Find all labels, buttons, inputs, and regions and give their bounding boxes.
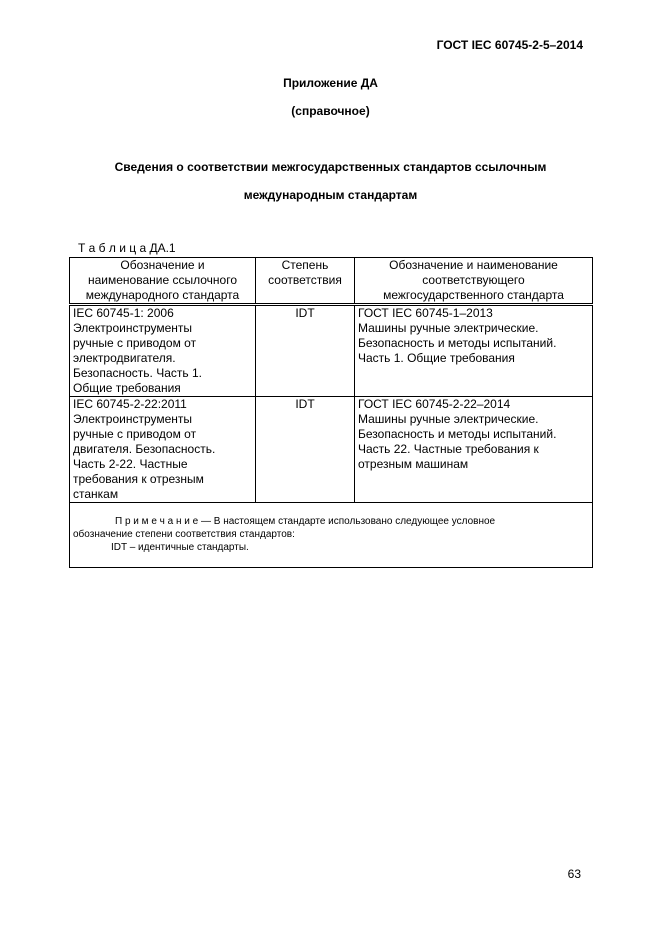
table-row [70, 397, 593, 503]
table-row [70, 305, 593, 397]
table-note [70, 503, 593, 568]
cell-line: IEC 60745-1: 2006 [73, 306, 174, 320]
cell-line: двигателя. Безопасность. [73, 442, 216, 456]
cell-line: отрезным машинам [358, 457, 469, 471]
cell-line: IEC 60745-2-22:2011 [73, 397, 187, 411]
cell-line: ГОСТ IEC 60745-2-22–2014 [358, 397, 511, 411]
cell-line: Машины ручные электрические. [358, 321, 539, 335]
annex-subtitle: (справочное) [291, 104, 370, 118]
page-number: 63 [567, 867, 581, 881]
cell-line: электродвигателя. [73, 351, 176, 365]
cell-line: станкам [73, 487, 119, 501]
cell-line: Электроинструменты [73, 412, 193, 426]
degree-cell [256, 397, 355, 503]
table-caption: Т а б л и ц а ДА.1 [78, 241, 176, 255]
degree-cell [256, 305, 355, 397]
cell-line: ручные с приводом от [73, 336, 197, 350]
header-line: Обозначение и наименование [389, 258, 558, 272]
interstate-standard-cell [355, 397, 593, 503]
cell-line: IDT [295, 306, 315, 320]
header-reference-standard [70, 258, 256, 305]
table-header-row [70, 258, 593, 305]
cell-line: требования к отрезным [73, 472, 204, 486]
interstate-standard-cell [355, 305, 593, 397]
header-line: Обозначение и [120, 258, 205, 272]
cell-line: Безопасность и методы испытаний. [358, 336, 557, 350]
table-note-row [70, 503, 593, 568]
document-code: ГОСТ IEC 60745-2-5–2014 [436, 38, 583, 52]
header-line: межгосударственного стандарта [383, 288, 564, 302]
cell-line: Электроинструменты [73, 321, 193, 335]
cell-line: Машины ручные электрические. [358, 412, 539, 426]
note-line: IDT – идентичные стандарты. [111, 542, 249, 553]
header-line: соответствующего [422, 273, 525, 287]
annex-title: Приложение ДА [283, 76, 378, 90]
reference-standard-cell [70, 305, 256, 397]
reference-standard-cell [70, 397, 256, 503]
header-interstate-standard [355, 258, 593, 305]
cell-line: Безопасность. Часть 1. [73, 366, 202, 380]
cell-line: Безопасность и методы испытаний. [358, 427, 557, 441]
header-line: соответствия [268, 273, 342, 287]
correspondence-table [69, 257, 593, 568]
header-line: наименование ссылочного [88, 273, 237, 287]
cell-line: Часть 1. Общие требования [358, 351, 515, 365]
note-line: П р и м е ч а н и е — В настоящем стандарте использовано следующее условное [115, 516, 496, 527]
header-degree [256, 258, 355, 305]
cell-line: Часть 22. Частные требования к [358, 442, 539, 456]
cell-line: Общие требования [73, 381, 181, 395]
cell-line: ГОСТ IEC 60745-1–2013 [358, 306, 493, 320]
note-line: обозначение степени соответствия стандартов: [73, 529, 295, 540]
header-line: Степень [281, 258, 329, 272]
section-title-line-1: Сведения о соответствии межгосударственных стандартов ссылочным [114, 160, 547, 174]
cell-line: IDT [295, 397, 315, 411]
cell-line: Часть 2-22. Частные [73, 457, 188, 471]
cell-line: ручные с приводом от [73, 427, 197, 441]
header-line: международного стандарта [85, 288, 240, 302]
section-title-line-2: международным стандартам [243, 188, 418, 202]
